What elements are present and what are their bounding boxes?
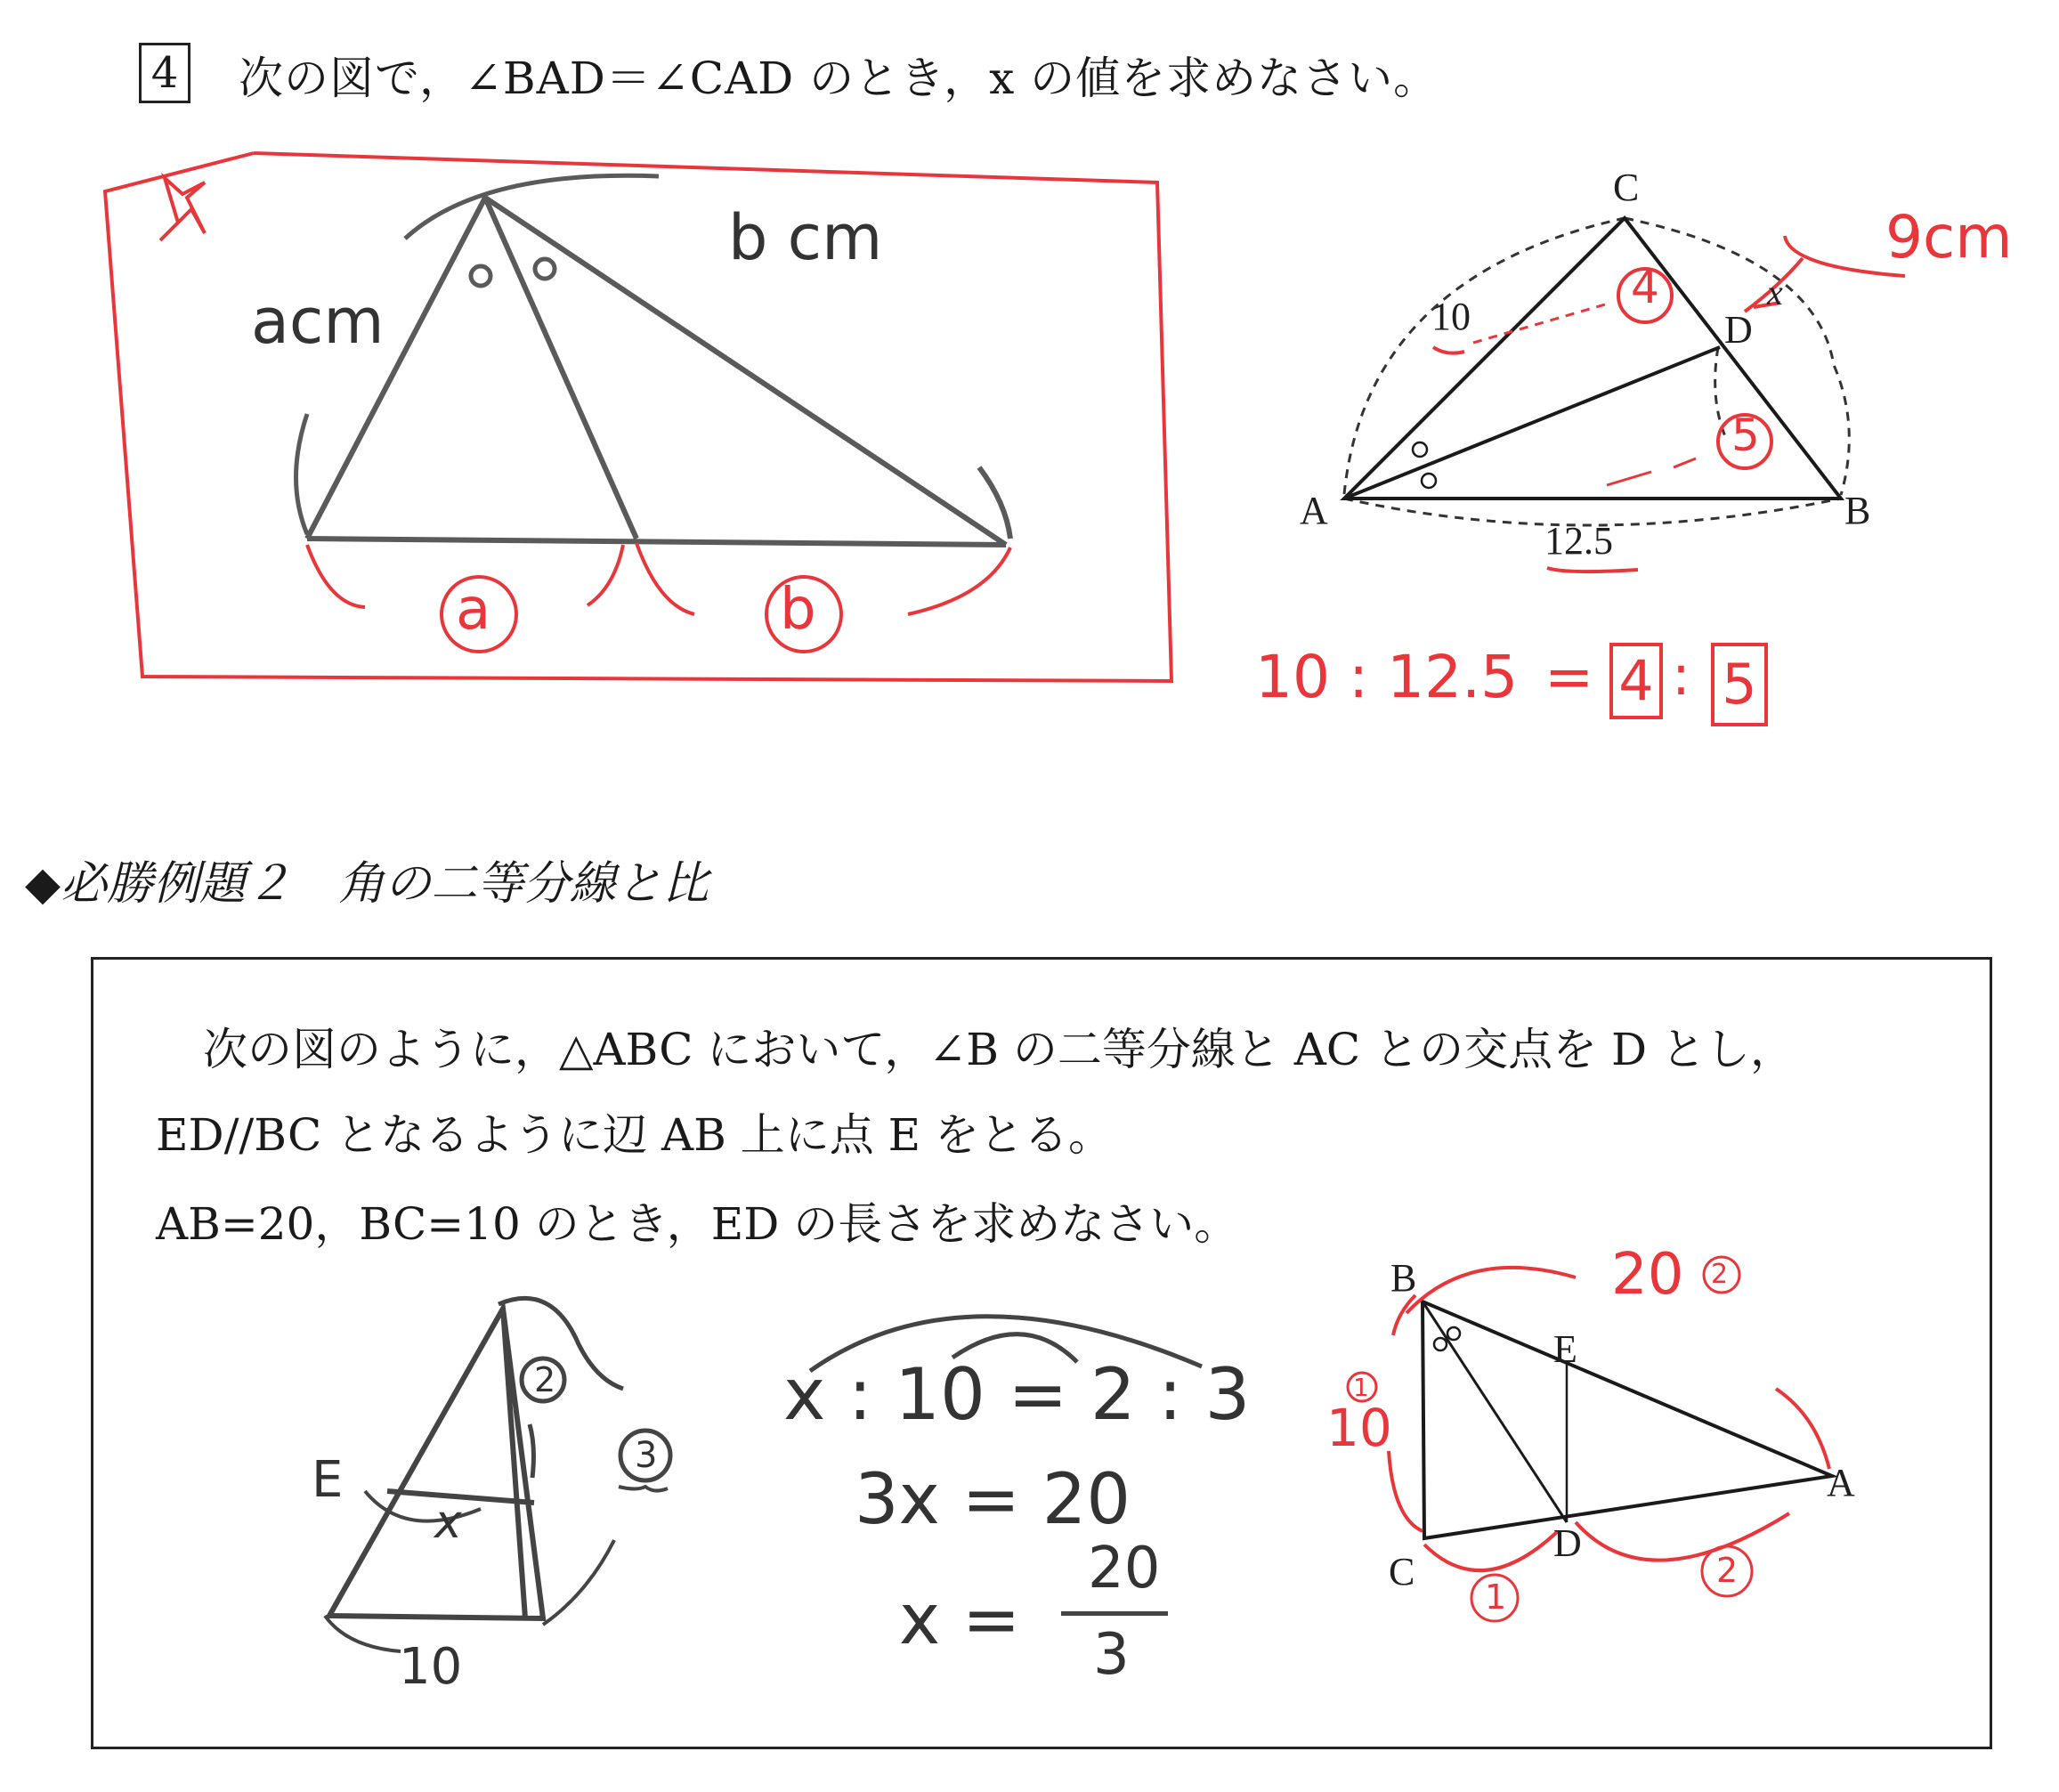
ratio-box5: 5 bbox=[1711, 643, 1768, 726]
calc-numerator: 20 bbox=[1088, 1536, 1161, 1601]
ratio4-label: 4 bbox=[1631, 262, 1659, 313]
circle-a-label: a bbox=[456, 577, 491, 643]
note-cd-1: 1 bbox=[1485, 1577, 1507, 1617]
work-label-10: 10 bbox=[399, 1638, 463, 1696]
angle-mark bbox=[471, 266, 490, 286]
segment-ad bbox=[1344, 347, 1720, 499]
label-x: x bbox=[1767, 272, 1783, 312]
label-a: A bbox=[1300, 489, 1328, 532]
label-c: C bbox=[1613, 166, 1640, 209]
work-sketch bbox=[294, 1273, 721, 1700]
ratio-left: 10 : 12.5 bbox=[1255, 643, 1519, 711]
section-heading bbox=[25, 846, 709, 912]
label-ab-12-5: 12.5 bbox=[1544, 519, 1613, 563]
label-b: B bbox=[1844, 489, 1871, 532]
angle-mark bbox=[535, 259, 555, 279]
ex-label-b: B bbox=[1390, 1256, 1417, 1300]
note-20-circle-2: 2 bbox=[1711, 1259, 1729, 1290]
work-label-e: E bbox=[312, 1451, 344, 1509]
calc-line3-lhs: x = bbox=[899, 1580, 1021, 1660]
memo-frame bbox=[105, 153, 1171, 681]
note-10: 10 bbox=[1326, 1398, 1392, 1458]
answer-9cm: 9cm bbox=[1885, 203, 2013, 272]
problem-line2: ED//BC となるように辺 AB 上に点 E をとる。 bbox=[156, 1109, 1114, 1161]
label-b-cm: b cm bbox=[728, 201, 883, 274]
problem-line1: 次の図のように，△ABC において，∠B の二等分線と AC との交点を D とし， bbox=[203, 1024, 1795, 1075]
ex-label-a: A bbox=[1827, 1461, 1855, 1504]
problem-line3: AB=20，BC=10 のとき，ED の長さを求めなさい。 bbox=[156, 1198, 1239, 1250]
calc-denominator: 3 bbox=[1093, 1622, 1130, 1688]
section-title: 必勝例題２ 角の二等分線と比 bbox=[61, 857, 709, 911]
work-circle-3: 3 bbox=[635, 1435, 658, 1476]
note-10-circle-1: 1 bbox=[1353, 1373, 1369, 1402]
question-number: 4 bbox=[150, 48, 179, 98]
circle-b-label: b bbox=[780, 577, 816, 643]
ratio-box4: 4 bbox=[1609, 643, 1663, 719]
memo-sketch bbox=[0, 0, 1193, 712]
label-ac-10: 10 bbox=[1431, 295, 1471, 338]
note-20: 20 bbox=[1611, 1242, 1684, 1308]
ratio-equals: = bbox=[1544, 643, 1594, 711]
ratio-colon: : bbox=[1672, 643, 1690, 708]
label-a-cm: acm bbox=[251, 285, 385, 358]
sketch-triangle bbox=[307, 198, 1006, 545]
work-circle-2: 2 bbox=[534, 1360, 556, 1399]
label-d: D bbox=[1724, 308, 1753, 352]
diamond-icon: ◆ bbox=[25, 857, 61, 911]
segment-bd bbox=[1423, 1301, 1567, 1522]
question-text: 次の図で，∠BAD＝∠CAD のとき，x の値を求めなさい。 bbox=[239, 53, 1439, 104]
ex-label-e: E bbox=[1553, 1327, 1577, 1371]
triangle-abc bbox=[1423, 1301, 1832, 1538]
ex-label-d: D bbox=[1553, 1521, 1582, 1565]
ex-label-c: C bbox=[1389, 1550, 1415, 1593]
note-da-2: 2 bbox=[1716, 1551, 1739, 1590]
fraction-bar bbox=[1061, 1611, 1168, 1616]
ratio5-label: 5 bbox=[1731, 409, 1760, 461]
calc-line1: x : 10 = 2 : 3 bbox=[783, 1353, 1251, 1436]
work-label-x: x bbox=[434, 1496, 462, 1549]
calc-line2: 3x = 20 bbox=[855, 1460, 1131, 1540]
